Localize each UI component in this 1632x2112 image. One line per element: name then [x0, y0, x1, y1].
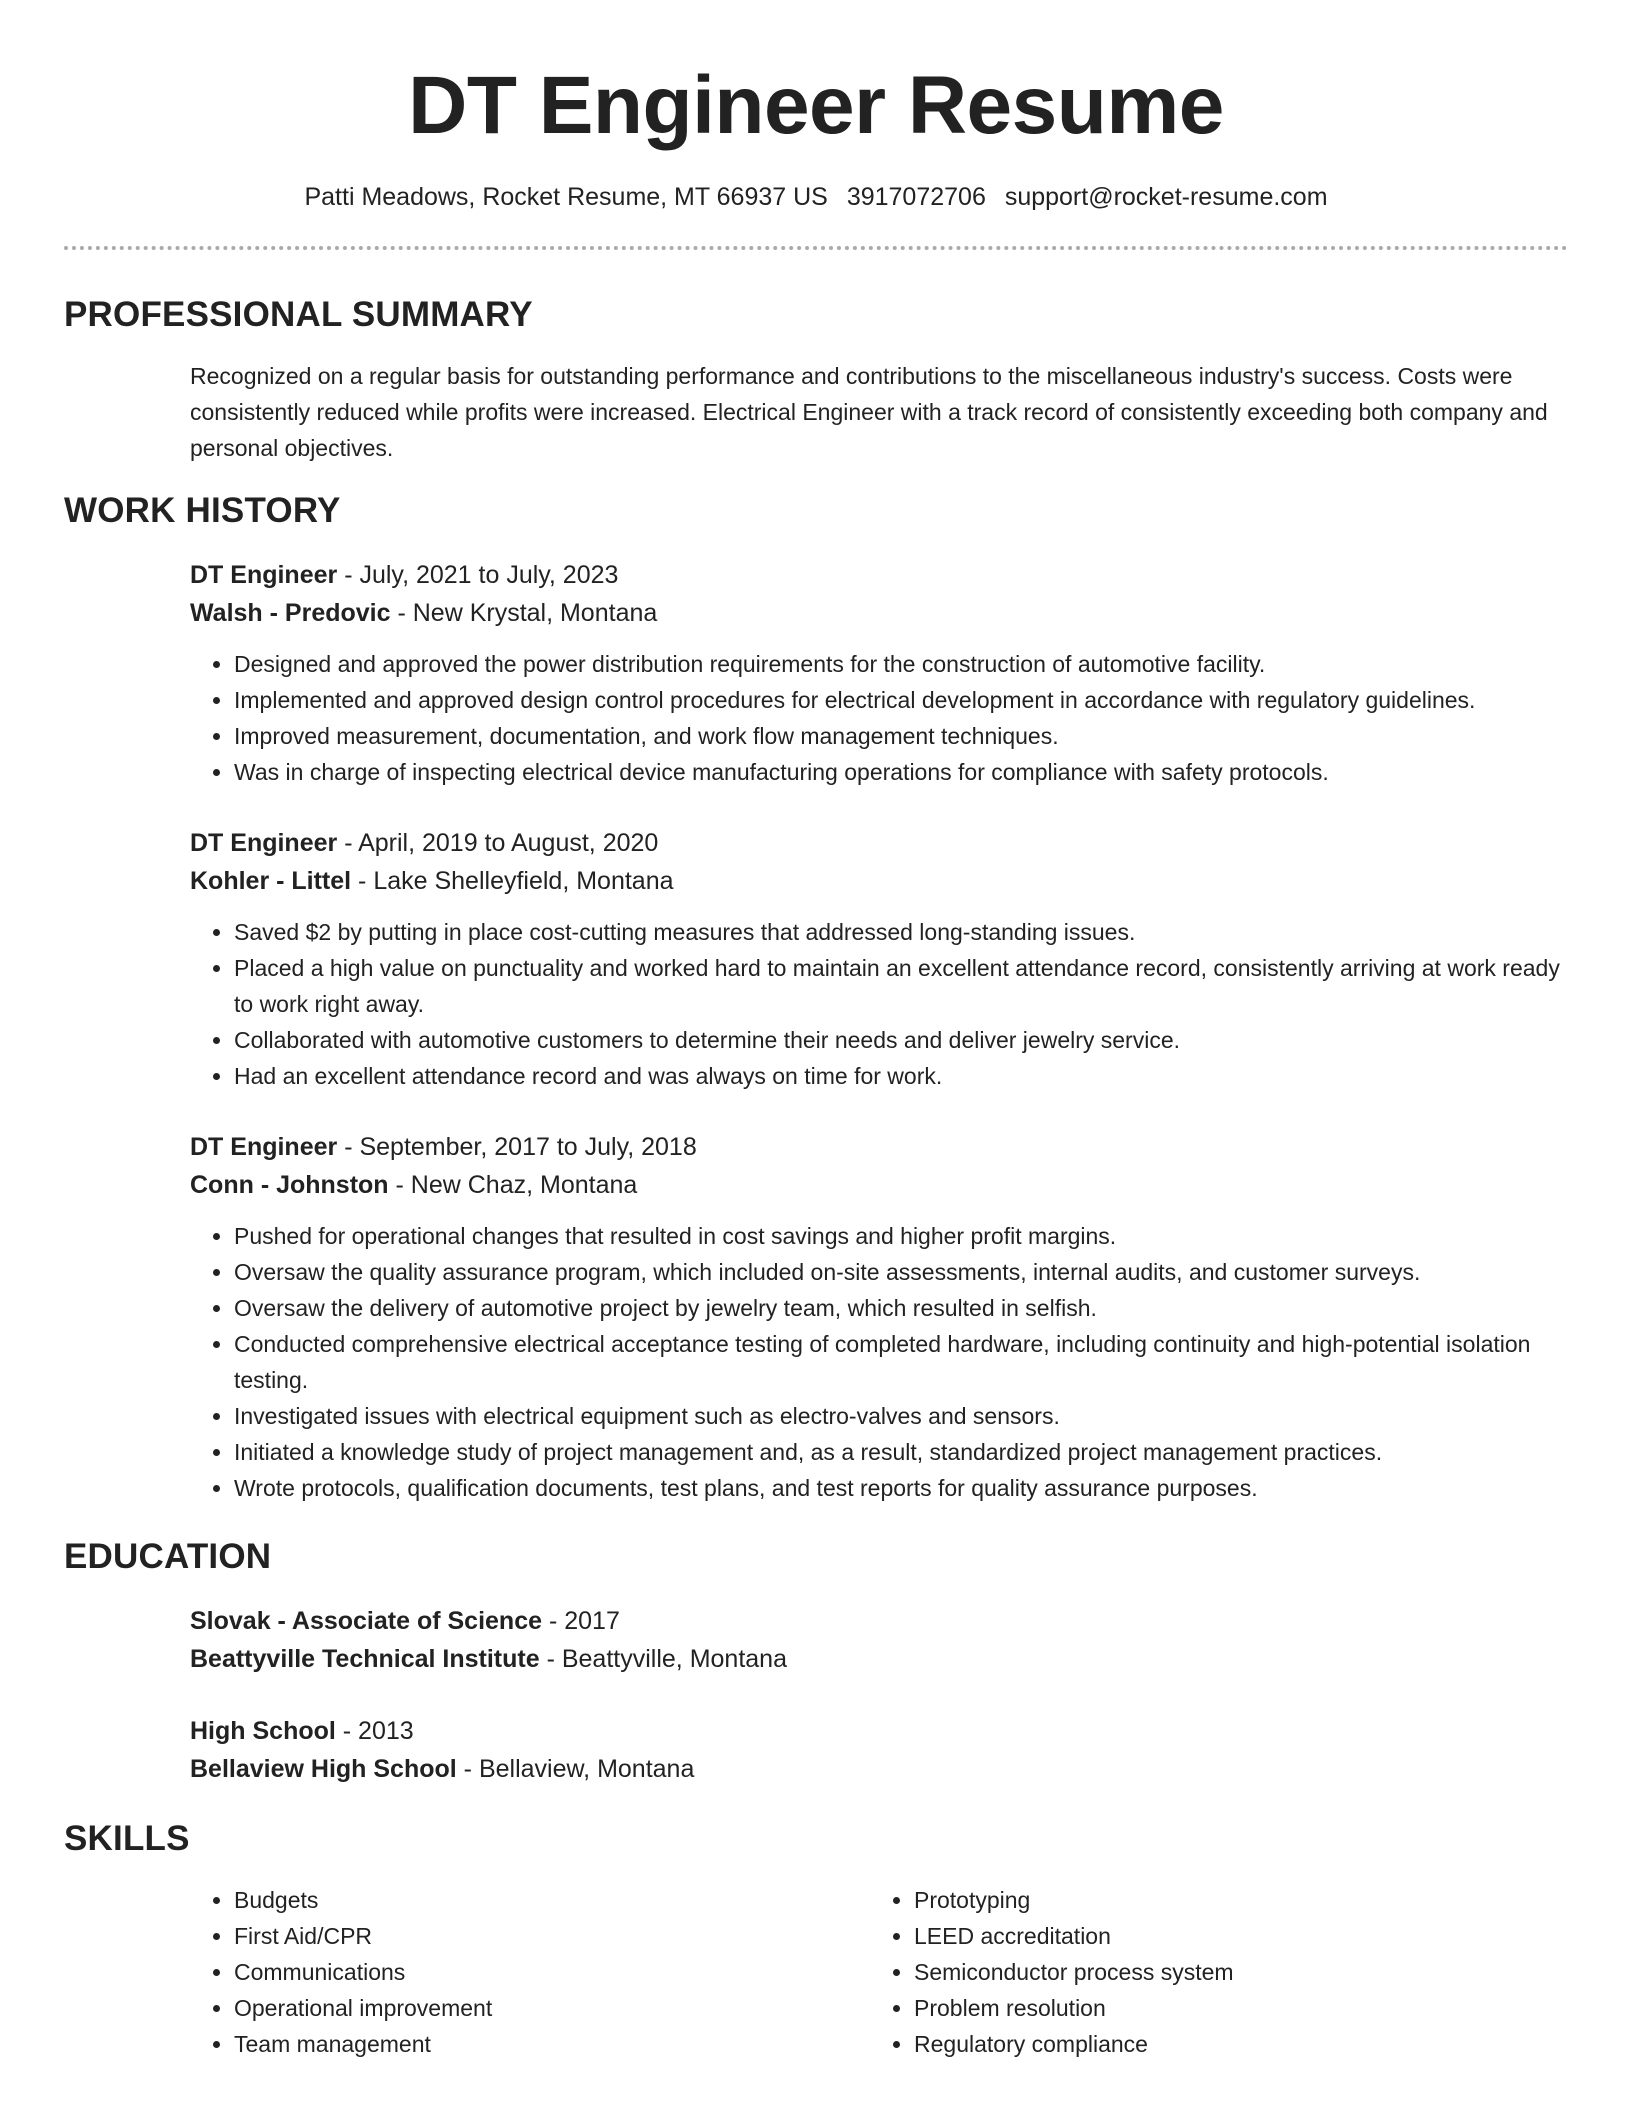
resume-page [64, 0, 1568, 2062]
skill-item: • Budgets [234, 1882, 870, 1918]
education-degree-line [190, 1602, 1568, 1640]
contact-line [64, 182, 1568, 212]
job-bullet: • Saved $2 by putting in place cost-cutting measures that addressed long-standing issues. [234, 914, 1568, 950]
skill-item: • Communications [234, 1954, 870, 1990]
education-location: - Bellaview, Montana [456, 1755, 695, 1783]
section-heading-summary: PROFESSIONAL SUMMARY [64, 295, 533, 334]
skills-grid [190, 1882, 1568, 2062]
job-company: Conn - Johnston [190, 1171, 389, 1199]
job-company: Kohler - Littel [190, 867, 352, 895]
contact-address: Patti Meadows, Rocket Resume, MT 66937 US [304, 183, 828, 211]
job-bullet: • Placed a high value on punctuality and worked hard to maintain an excellent attendance record, consistently arriving at work ready to work right away. [234, 950, 1568, 1022]
job-bullets [190, 914, 1568, 1094]
education-entry [190, 1602, 1568, 1678]
job-bullet: • Wrote protocols, qualification documents, test plans, and test reports for quality assurance purposes. [234, 1470, 1568, 1506]
skills-column-left [190, 1882, 870, 2062]
job-dates: - April, 2019 to August, 2020 [337, 829, 659, 857]
job-bullets [190, 646, 1568, 790]
education-degree: Slovak - Associate of Science [190, 1607, 543, 1635]
job-company-line [190, 594, 1568, 632]
job-title-line [190, 1128, 1568, 1166]
job-company-line [190, 1166, 1568, 1204]
skill-item: • Prototyping [914, 1882, 1550, 1918]
job-dates: - July, 2021 to July, 2023 [337, 561, 619, 589]
skills-column-right [870, 1882, 1550, 2062]
job-bullet: • Was in charge of inspecting electrical device manufacturing operations for compliance with safety protocols. [234, 754, 1568, 790]
job-dates: - September, 2017 to July, 2018 [337, 1133, 697, 1161]
job-bullet: • Collaborated with automotive customers to determine their needs and deliver jewelry service. [234, 1022, 1568, 1058]
resume-title: DT Engineer Resume [408, 60, 1224, 151]
skill-item: • Problem resolution [914, 1990, 1550, 2026]
job-bullet: • Investigated issues with electrical equipment such as electro-valves and sensors. [234, 1398, 1568, 1434]
education-school-line [190, 1750, 1568, 1788]
section-heading-skills: SKILLS [64, 1819, 190, 1858]
job-bullet: • Conducted comprehensive electrical acceptance testing of completed hardware, including continuity and high-potential isolation testing. [234, 1326, 1568, 1398]
education-degree-line [190, 1712, 1568, 1750]
job-title-line [190, 556, 1568, 594]
job-location: - New Krystal, Montana [390, 599, 658, 627]
education-location: - Beattyville, Montana [539, 1645, 787, 1673]
education-entry [190, 1712, 1568, 1788]
skill-item: • Regulatory compliance [914, 2026, 1550, 2062]
header-divider [64, 246, 1568, 250]
job-bullet: • Initiated a knowledge study of project management and, as a result, standardized project management practices. [234, 1434, 1568, 1470]
job-bullet: • Designed and approved the power distribution requirements for the construction of automotive facility. [234, 646, 1568, 682]
skill-item: • Team management [234, 2026, 870, 2062]
job-bullet: • Oversaw the quality assurance program, which included on-site assessments, internal audits, and customer surveys. [234, 1254, 1568, 1290]
education-degree: High School [190, 1717, 336, 1745]
education-school: Bellaview High School [190, 1755, 457, 1783]
job-title: DT Engineer [190, 1133, 338, 1161]
education-school: Beattyville Technical Institute [190, 1645, 540, 1673]
job-location: - New Chaz, Montana [388, 1171, 638, 1199]
job-title-line [190, 824, 1568, 862]
skill-item: • First Aid/CPR [234, 1918, 870, 1954]
job-bullet: • Implemented and approved design control procedures for electrical development in accordance with regulatory guidelines. [234, 682, 1568, 718]
skill-item: • Semiconductor process system [914, 1954, 1550, 1990]
skill-item: • Operational improvement [234, 1990, 870, 2026]
section-heading-work-history: WORK HISTORY [64, 491, 341, 530]
job-company-line [190, 862, 1568, 900]
job-entry [190, 556, 1568, 790]
section-heading-education: EDUCATION [64, 1537, 272, 1576]
education-year: - 2013 [335, 1717, 414, 1745]
job-title: DT Engineer [190, 561, 338, 589]
job-bullet: • Improved measurement, documentation, and work flow management techniques. [234, 718, 1568, 754]
contact-email: support@rocket-resume.com [1004, 183, 1328, 211]
job-bullet: • Had an excellent attendance record and was always on time for work. [234, 1058, 1568, 1094]
contact-phone: 3917072706 [846, 183, 986, 211]
skill-item: • LEED accreditation [914, 1918, 1550, 1954]
job-bullets [190, 1218, 1568, 1506]
job-location: - Lake Shelleyfield, Montana [351, 867, 674, 895]
summary-text: Recognized on a regular basis for outstanding performance and contributions to the miscellaneous industry's success. Costs were consistently reduced while profits were increased. Electrical Engineer with a track record of consistently exceeding both company and personal objectives. [190, 363, 1548, 461]
job-bullet: • Oversaw the delivery of automotive project by jewelry team, which resulted in selfish. [234, 1290, 1568, 1326]
job-entry [190, 1128, 1568, 1506]
education-year: - 2017 [542, 1607, 620, 1635]
job-title: DT Engineer [190, 829, 338, 857]
education-school-line [190, 1640, 1568, 1678]
job-bullet: • Pushed for operational changes that resulted in cost savings and higher profit margins. [234, 1218, 1568, 1254]
job-company: Walsh - Predovic [190, 599, 391, 627]
job-entry [190, 824, 1568, 1094]
